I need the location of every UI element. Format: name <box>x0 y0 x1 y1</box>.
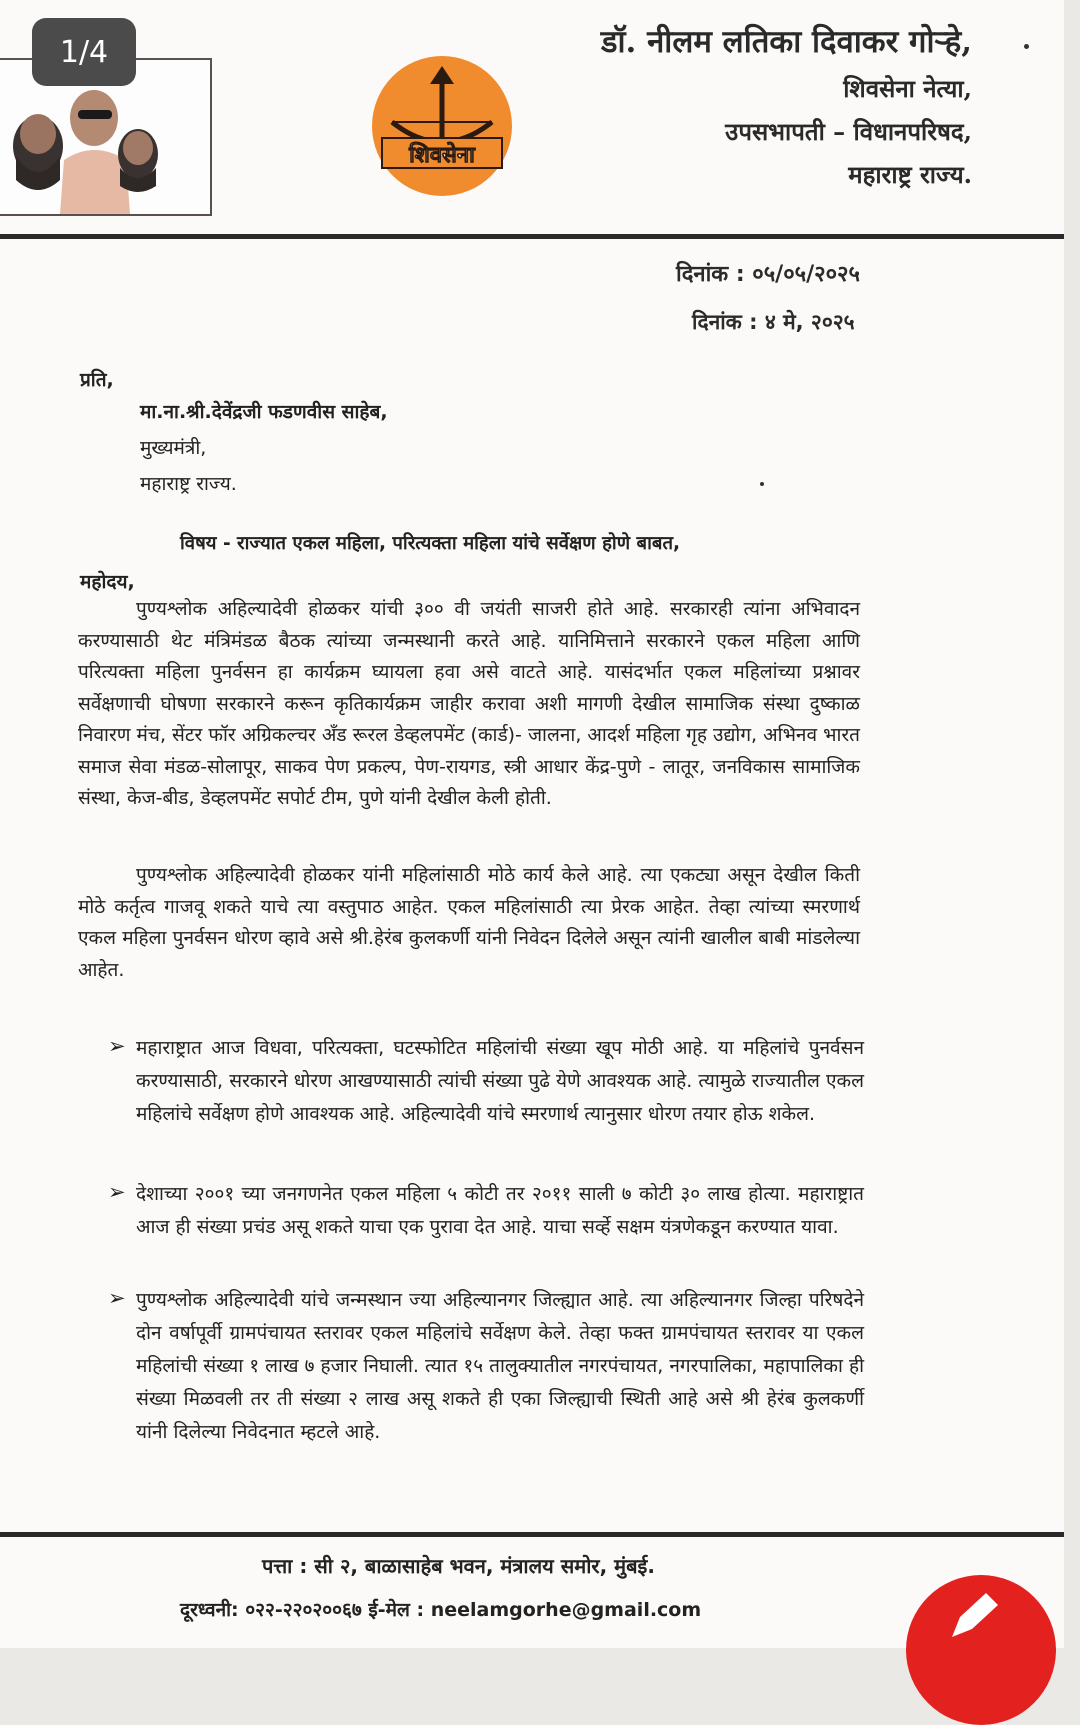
recipient-to: प्रति, <box>80 369 114 391</box>
footer-address: पत्ता : सी २, बाळासाहेब भवन, मंत्रालय समोर, मुंबई. <box>262 1554 655 1578</box>
sender-designation-1: शिवसेना नेत्या, <box>843 74 972 103</box>
shivsena-emblem <box>368 52 516 200</box>
bullet-item-1: महाराष्ट्रात आज विधवा, परित्यक्ता, घटस्फोटित महिलांची संख्या खूप मोठी आहे. या महिलांचे पुनर्वसन करण्यासाठी, सरकारने धोरण आखण्यासाठी त्यांची संख्या पुढे येणे आवश्यक आहे. त्यामुळे राज्यातील एकल महिलांचे सर्वेक्षण होणे आवश्यक आहे. अहिल्यादेवी यांचे स्मरणार्थ त्यानुसार धोरण तयार होऊ शकेल. <box>136 1037 864 1125</box>
bullet-marker: ➢ <box>108 1286 126 1310</box>
letterhead-block <box>601 20 972 191</box>
sender-designation-2: उपसभापती – विधानपरिषद, <box>725 117 972 146</box>
bow-arrow-icon <box>368 52 516 200</box>
bullet-item-3: पुण्यश्लोक अहिल्यादेवी यांचे जन्मस्थान ज्या अहिल्यानगर जिल्ह्यात आहे. त्या अहिल्यानगर जिल्हा परिषदेने दोन वर्षापूर्वी ग्रामपंचायत स्तरावर एकल महिलांचे सर्वेक्षण केले. तेव्हा फक्त ग्रामपंचायत स्तरावर या एकल महिलांची संख्या १ लाख ७ हजार निघाली. त्यात १५ तालुक्यातील नगरपंचायत, नगरपालिका, महापालिका ही संख्या मिळवली तर ती संख्या २ लाख असू शकते ही एका जिल्ह्याची स्थिती आहे असे श्री हेरंब कुलकर्णी यांनी दिलेल्या निवेदनात म्हटले आहे. <box>136 1289 864 1443</box>
ink-dot <box>760 482 764 486</box>
header-divider <box>0 234 1064 239</box>
emblem-label: शिवसेना <box>409 143 475 168</box>
recipient-state: महाराष्ट्र राज्य. <box>140 473 237 495</box>
recipient-name: मा.ना.श्री.देवेंद्रजी फडणवीस साहेब, <box>140 401 388 423</box>
edit-fab[interactable] <box>906 1575 1056 1725</box>
subject-line: विषय - राज्यात एकल महिला, परित्यक्ता महिला यांचे सर्वेक्षण होणे बाबत, <box>180 533 681 554</box>
body-paragraph-1: पुण्यश्लोक अहिल्यादेवी होळकर यांची ३०० वी जयंती साजरी होते आहे. सरकारही त्यांना अभिवादन करण्यासाठी थेट मंत्रिमंडळ बैठक त्यांच्या जन्मस्थानी करते आहे. यानिमित्ताने सरकारने एकल महिला आणि परित्यक्ता महिला पुनर्वसन हा कार्यक्रम घ्यायला हवा असे वाटते आहे. यासंदर्भात एकल महिलांच्या प्रश्नावर सर्वेक्षणाची घोषणा सरकारने करून कृतिकार्यक्रम जाहीर करावा अशी मागणी देखील सामाजिक संस्था दुष्काळ निवारण मंच, सेंटर फॉर अग्रिकल्चर अँड रूरल डेव्हलपमेंट (कार्ड)- जालना, आदर्श महिला गृह उद्योग, अभिनव भारत समाज सेवा मंडळ-सोलापूर, साकव पेण प्रकल्प, पेण-रायगड, स्त्री आधार केंद्र-पुणे - लातूर, जनविकास सामाजिक संस्था, केज-बीड, डेव्हलपमेंट सपोर्ट टीम, पुणे यांनी देखील केली होती. <box>78 598 860 809</box>
bullet-marker: ➢ <box>108 1180 126 1204</box>
handwritten-date: दिनांक : ०५/०५/२०२५ <box>676 262 860 287</box>
sender-designation-3: महाराष्ट्र राज्य. <box>848 160 972 189</box>
bullet-item-2: देशाच्या २००१ च्या जनगणनेत एकल महिला ५ कोटी तर २०११ साली ७ कोटी ३० लाख होत्या. महाराष्ट्रात आज ही संख्या प्रचंड असू शकते याचा एक पुरावा देत आहे. याचा सर्व्हे सक्षम यंत्रणेकडून करण्यात यावा. <box>136 1183 864 1238</box>
ink-dot <box>1024 44 1029 49</box>
salutation: महोदय, <box>80 571 135 593</box>
typed-date: दिनांक : ४ मे, २०२५ <box>692 310 855 334</box>
body-paragraph-2: पुण्यश्लोक अहिल्यादेवी होळकर यांनी महिलांसाठी मोठे कार्य केले आहे. त्या एकट्या असून देखील किती मोठे कर्तृत्व गाजवू शकते याचे त्या वस्तुपाठ आहेत. एकल महिलांसाठी त्या प्रेरक आहेत. तेव्हा त्यांच्या स्मरणार्थ एकल महिला पुनर्वसन धोरण व्हावे असे श्री.हेरंब कुलकर्णी यांनी निवेदन दिलेले असून त्यांनी खालील बाबी मांडलेल्या आहेत. <box>78 864 860 981</box>
footer-contact: दूरध्वनी: ०२२-२२०२००६७ ई-मेल : neelamgorhe@gmail.com <box>180 1599 702 1621</box>
sender-name: डॉ. नीलम लतिका दिवाकर गोऱ्हे, <box>600 24 972 60</box>
footer-divider <box>0 1532 1064 1537</box>
page-counter: 1/4 <box>32 18 136 86</box>
pencil-icon <box>944 1593 1004 1643</box>
bullet-marker: ➢ <box>108 1034 126 1058</box>
recipient-title: मुख्यमंत्री, <box>140 437 207 459</box>
